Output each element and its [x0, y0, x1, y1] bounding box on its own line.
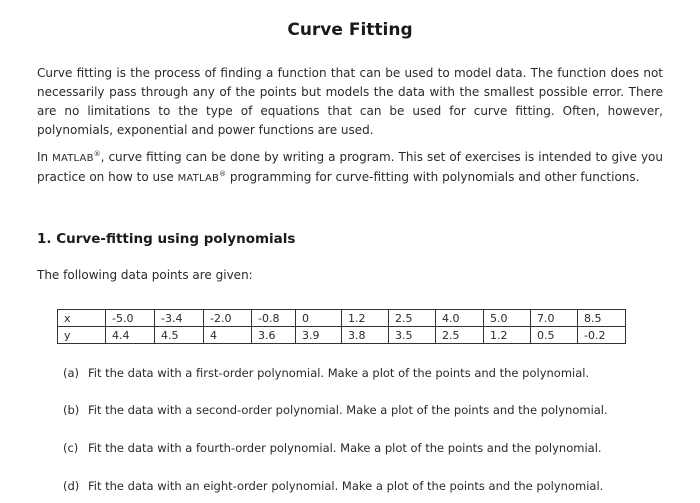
given-text: The following data points are given:	[37, 268, 253, 282]
y-row	[58, 327, 626, 344]
question-label: (c)	[63, 441, 79, 455]
question-label: (d)	[63, 479, 80, 493]
question-a	[63, 366, 589, 380]
p2-post: programming for curve-fitting with polynomials and other functions.	[226, 170, 640, 184]
x-row	[58, 310, 626, 327]
y-row-label: y	[58, 327, 106, 344]
section-heading: 1. Curve-fitting using polynomials	[37, 231, 296, 247]
y-cell: 0.5	[531, 327, 578, 344]
x-cell: 7.0	[531, 310, 578, 327]
question-label: (b)	[63, 403, 80, 417]
page-title: Curve Fitting	[287, 20, 413, 40]
x-cell: 4.0	[436, 310, 484, 327]
question-text: Fit the data with an eight-order polynomial. Make a plot of the points and the polynomial.	[88, 479, 604, 493]
x-cell: 8.5	[578, 310, 626, 327]
y-cell: 4.4	[106, 327, 155, 344]
x-cell: -2.0	[204, 310, 252, 327]
intro-paragraph: Curve fitting is the process of finding a function that can be used to model data. The function does not necessarily pass through any of the points but models the data with the smallest possible error. There are no limitations to the type of equations that can be used for curve fitting. Often, however, polynomials, exponential and power functions are used.	[37, 66, 663, 137]
y-cell: 2.5	[436, 327, 484, 344]
registered-mark-2: ®	[219, 170, 227, 178]
data-table	[57, 309, 626, 344]
question-text: Fit the data with a fourth-order polynomial. Make a plot of the points and the polynomial.	[88, 441, 602, 455]
x-cell: 2.5	[389, 310, 436, 327]
y-cell: 1.2	[484, 327, 531, 344]
y-cell: 3.9	[296, 327, 342, 344]
question-text: Fit the data with a first-order polynomial. Make a plot of the points and the polynomial.	[88, 366, 590, 380]
y-cell: 4	[204, 327, 252, 344]
y-cell: 4.5	[155, 327, 204, 344]
y-cell: 3.6	[252, 327, 296, 344]
matlab-brand: MATLAB	[52, 153, 94, 164]
x-cell: 1.2	[342, 310, 389, 327]
x-cell: -0.8	[252, 310, 296, 327]
p2-pre: In	[37, 150, 53, 164]
question-b	[63, 403, 608, 417]
x-row-label: x	[58, 310, 106, 327]
x-cell: -5.0	[106, 310, 155, 327]
p2-mid: , curve fitting can be done by writing a program. This set of exercises is intended to give you practice on how to use	[37, 150, 663, 184]
y-cell: 3.5	[389, 327, 436, 344]
question-c	[63, 441, 602, 455]
x-cell: 5.0	[484, 310, 531, 327]
y-cell: -0.2	[578, 327, 626, 344]
x-cell: -3.4	[155, 310, 204, 327]
x-cell: 0	[296, 310, 342, 327]
matlab-brand-2: MATLAB	[177, 173, 220, 184]
y-cell: 3.8	[342, 327, 389, 344]
matlab-paragraph	[37, 148, 663, 188]
question-text: Fit the data with a second-order polynomial. Make a plot of the points and the polynomial.	[88, 403, 608, 417]
registered-mark: ®	[93, 150, 101, 158]
question-d	[63, 479, 603, 493]
question-label: (a)	[63, 366, 80, 380]
